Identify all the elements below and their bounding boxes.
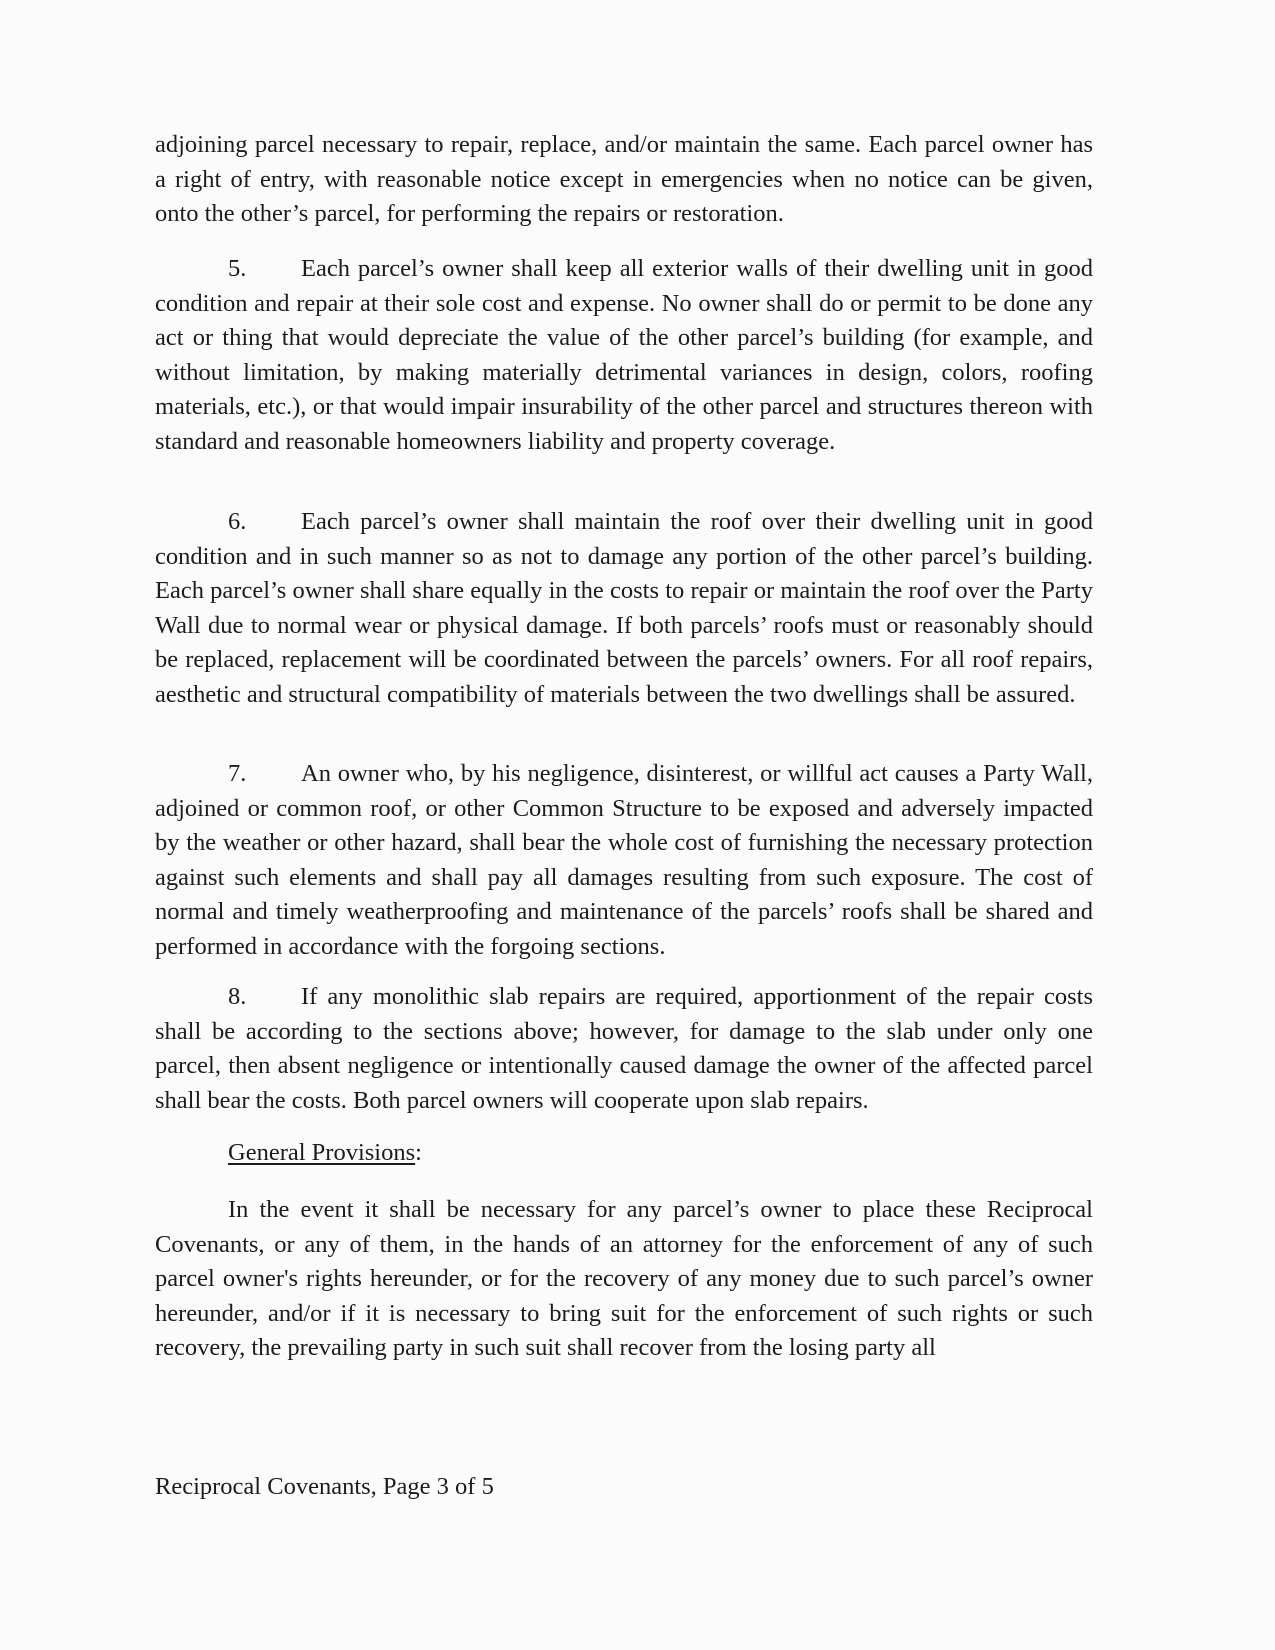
paragraph-continued: adjoining parcel necessary to repair, replace, and/or maintain the same. Each parcel owner has a right of entry, with reasonable notice except in emergencies when no notice can be given, onto the other’s parcel, for performing the repairs or restoration.	[155, 131, 1093, 228]
section-number: 7.	[228, 760, 247, 787]
general-provisions-text: In the event it shall be necessary for any parcel’s owner to place these Reciprocal Covenants, or any of them, in the hands of an attorney for the enforcement of any of such parcel owner's rights hereunder, or for the recovery of any money due to such parcel’s owner hereunder, and/or if it is necessary to bring suit for the enforcement of such rights or such recovery, the prevailing party in such suit shall recover from the losing party all	[155, 1196, 1093, 1362]
section-7	[155, 757, 1093, 965]
general-provisions-heading-text: General Provisions	[228, 1139, 416, 1166]
general-provisions-heading	[228, 1136, 422, 1171]
section-text: An owner who, by his negligence, disinterest, or willful act causes a Party Wall, adjoined or common roof, or other Common Structure to be exposed and adversely impacted by the weather or other hazard, shall bear the whole cost of furnishing the necessary protection against such elements and shall pay all damages resulting from such exposure. The cost of normal and timely weatherproofing and maintenance of the parcels’ roofs shall be shared and performed in accordance with the forgoing sections.	[155, 760, 1093, 960]
section-8	[155, 980, 1093, 1118]
section-text: If any monolithic slab repairs are required, apportionment of the repair costs shall be according to the sections above; however, for damage to the slab under only one parcel, then absent negligence or intentionally caused damage the owner of the affected parcel shall bear the costs. Both parcel owners will cooperate upon slab repairs.	[155, 983, 1093, 1114]
heading-colon: :	[415, 1139, 422, 1166]
section-number: 8.	[228, 983, 247, 1010]
section-text: Each parcel’s owner shall maintain the roof over their dwelling unit in good condition and in such manner so as not to damage any portion of the other parcel’s building. Each parcel’s owner shall share equally in the costs to repair or maintain the roof over the Party Wall due to normal wear or physical damage. If both parcels’ roofs must or reasonably should be replaced, replacement will be coordinated between the parcels’ owners. For all roof repairs, aesthetic and structural compatibility of materials between the two dwellings shall be assured.	[155, 508, 1093, 708]
section-number: 5.	[228, 255, 247, 282]
section-6	[155, 505, 1093, 713]
section-number: 6.	[228, 508, 247, 535]
section-text: Each parcel’s owner shall keep all exterior walls of their dwelling unit in good condition and repair at their sole cost and expense. No owner shall do or permit to be done any act or thing that would depreciate the value of the other parcel’s building (for example, and without limitation, by making materially detrimental variances in design, colors, roofing materials, etc.), or that would impair insurability of the other parcel and structures thereon with standard and reasonable homeowners liability and property coverage.	[155, 255, 1093, 455]
section-5	[155, 252, 1093, 460]
page-footer: Reciprocal Covenants, Page 3 of 5	[155, 1473, 494, 1500]
